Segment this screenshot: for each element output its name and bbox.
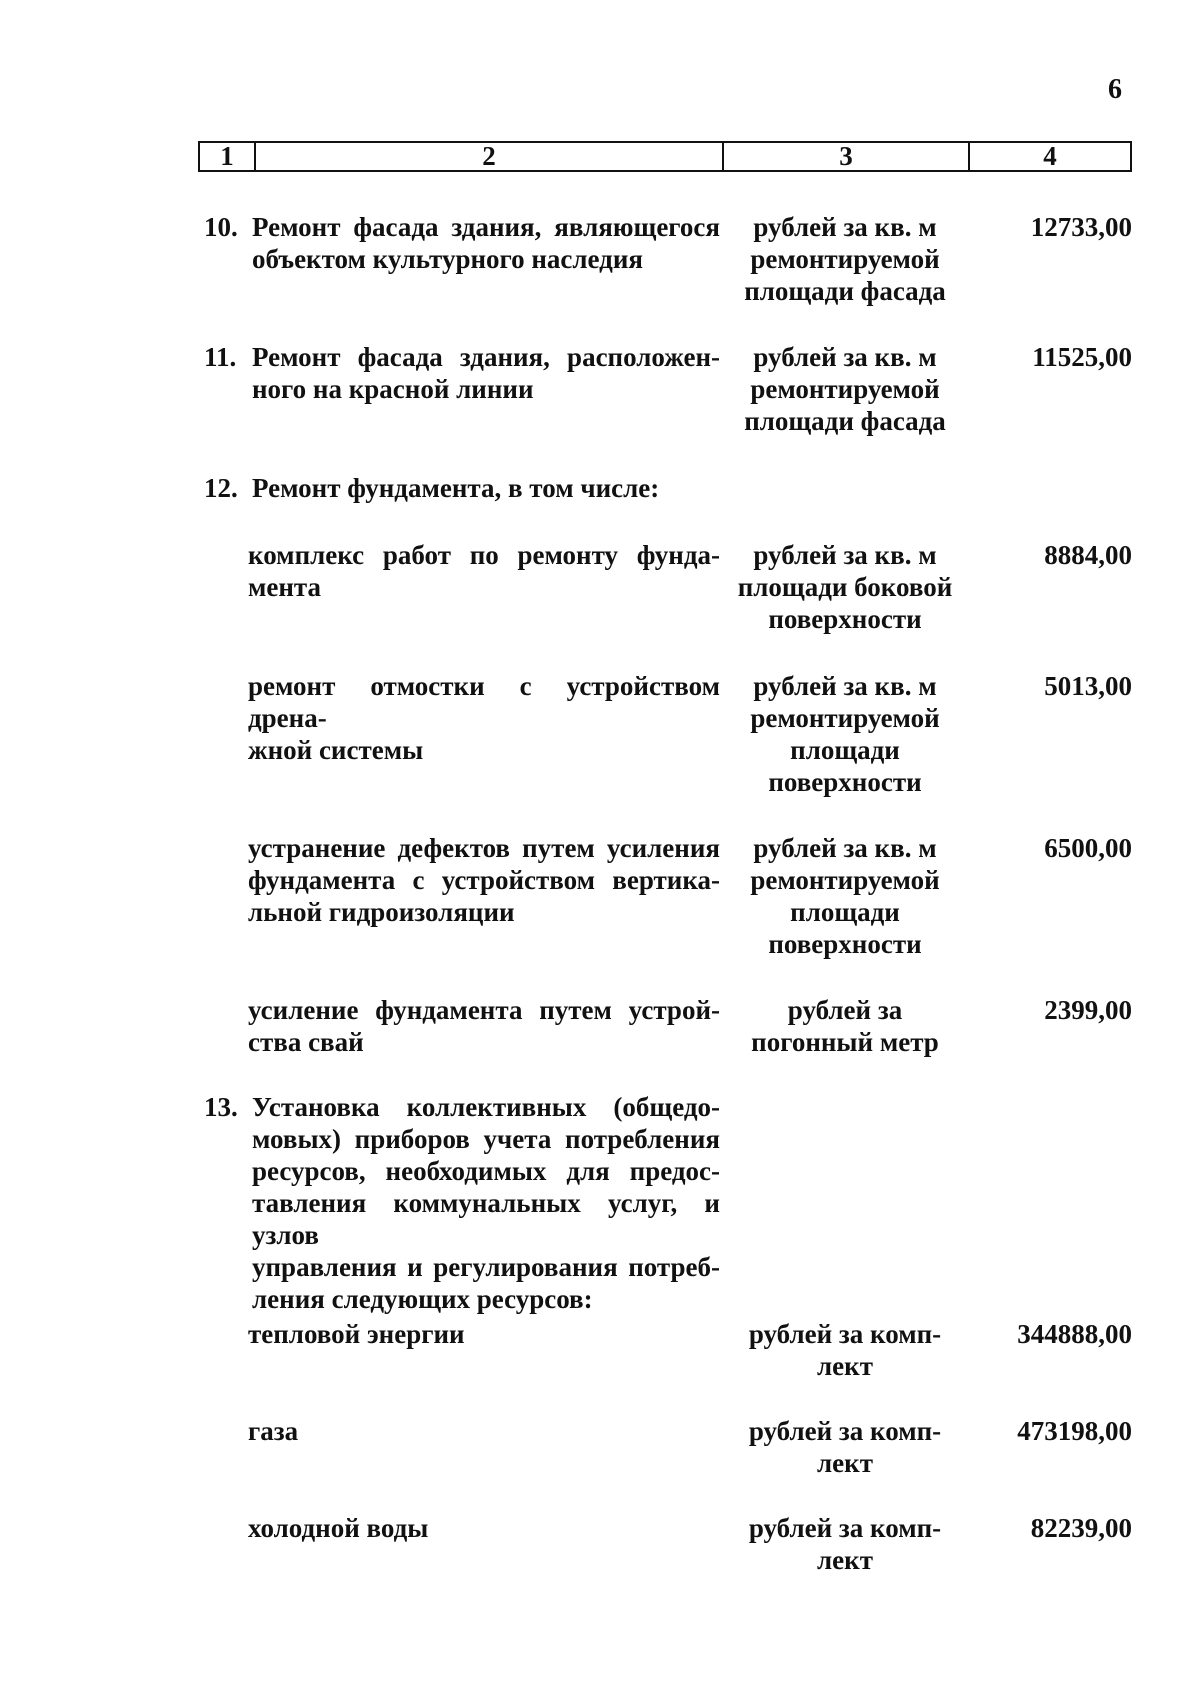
description-line: льной гидроизоляции [248, 897, 515, 927]
column-header-4: 4 [968, 143, 1130, 170]
row-description [248, 539, 720, 603]
unit-line: погонный метр [751, 1027, 939, 1057]
page-number: 6 [1108, 74, 1122, 105]
description-line: объектом культурного наследия [252, 244, 643, 274]
row-description [252, 341, 720, 405]
row-description [248, 994, 720, 1058]
unit-line: лект [817, 1545, 873, 1575]
description-line: холодной воды [248, 1513, 429, 1543]
unit-line: ремонтируемой [750, 374, 940, 404]
description-line: ремонт отмостки с устройством дрена- [248, 671, 720, 733]
description-line: мента [248, 572, 322, 602]
description-line: ления следующих ресурсов: [252, 1284, 593, 1314]
row-description [248, 1318, 720, 1350]
unit-line: ремонтируемой [750, 244, 940, 274]
description-line: Ремонт фасада здания, являющегося [252, 212, 720, 242]
unit-line: лект [817, 1448, 873, 1478]
description-line: усиление фундамента путем устрой- [248, 995, 720, 1025]
description-line: устранение дефектов путем усиления [248, 833, 720, 863]
row-unit [736, 832, 954, 960]
row-price: 6500,00 [1044, 833, 1132, 863]
row-price: 5013,00 [1044, 671, 1132, 701]
description-line: тепловой энергии [248, 1319, 465, 1349]
row-description [248, 1512, 720, 1544]
unit-line: поверхности [768, 604, 922, 634]
unit-line: площади [790, 897, 900, 927]
description-line: мовых) приборов учета потребления [252, 1124, 720, 1154]
column-header-2: 2 [254, 143, 722, 170]
unit-line: площади боковой [737, 572, 953, 602]
row-description [252, 211, 720, 275]
unit-line: рублей за комп- [748, 1319, 942, 1349]
row-unit [736, 1415, 954, 1479]
description-line: ного на красной линии [252, 374, 534, 404]
unit-line: рублей за [787, 995, 903, 1025]
description-line: комплекс работ по ремонту фунда- [248, 540, 720, 570]
row-description [248, 670, 720, 766]
column-header-row [198, 141, 1132, 172]
row-unit [736, 994, 954, 1058]
unit-line: ремонтируемой [750, 865, 940, 895]
description-line: Ремонт фундамента, в том числе: [252, 473, 660, 503]
row-price: 12733,00 [1030, 212, 1132, 242]
row-unit [736, 341, 954, 437]
row-description [252, 472, 720, 504]
column-header-3: 3 [722, 143, 968, 170]
unit-line: поверхности [768, 767, 922, 797]
row-unit [736, 211, 954, 307]
unit-line: ремонтируемой [750, 703, 940, 733]
description-line: фундамента с устройством вертика- [248, 865, 720, 895]
row-number: 13. [204, 1092, 238, 1122]
unit-line: рублей за кв. м [753, 671, 937, 701]
row-description [252, 1091, 720, 1315]
row-number: 11. [204, 342, 237, 372]
unit-line: лект [817, 1351, 873, 1381]
unit-line: рублей за кв. м [753, 212, 937, 242]
unit-line: рублей за комп- [748, 1513, 942, 1543]
description-line: ресурсов, необходимых для предос- [252, 1156, 720, 1186]
unit-line: рублей за кв. м [753, 833, 937, 863]
description-line: жной системы [248, 735, 424, 765]
unit-line: рублей за кв. м [753, 342, 937, 372]
row-number: 10. [204, 212, 238, 242]
column-header-1: 1 [220, 141, 234, 171]
row-description [248, 1415, 720, 1447]
row-unit [736, 1318, 954, 1382]
row-price: 473198,00 [1017, 1416, 1132, 1446]
description-line: ства свай [248, 1027, 364, 1057]
unit-line: поверхности [768, 929, 922, 959]
row-price: 11525,00 [1032, 342, 1132, 372]
row-price: 344888,00 [1017, 1319, 1132, 1349]
unit-line: рублей за комп- [748, 1416, 942, 1446]
unit-line: площади [790, 735, 900, 765]
row-unit [736, 670, 954, 798]
row-unit [736, 539, 954, 635]
unit-line: рублей за кв. м [753, 540, 937, 570]
unit-line: площади фасада [744, 276, 946, 306]
row-number: 12. [204, 473, 238, 503]
description-line: газа [248, 1416, 299, 1446]
row-price: 2399,00 [1044, 995, 1132, 1025]
description-line: Ремонт фасада здания, расположен- [252, 342, 720, 372]
row-price: 82239,00 [1030, 1513, 1132, 1543]
row-price: 8884,00 [1044, 540, 1132, 570]
row-unit [736, 1512, 954, 1576]
row-description [248, 832, 720, 928]
description-line: управления и регулирования потреб- [252, 1252, 720, 1282]
unit-line: площади фасада [744, 406, 946, 436]
description-line: тавления коммунальных услуг, и узлов [252, 1188, 720, 1250]
description-line: Установка коллективных (общедо- [252, 1092, 720, 1122]
